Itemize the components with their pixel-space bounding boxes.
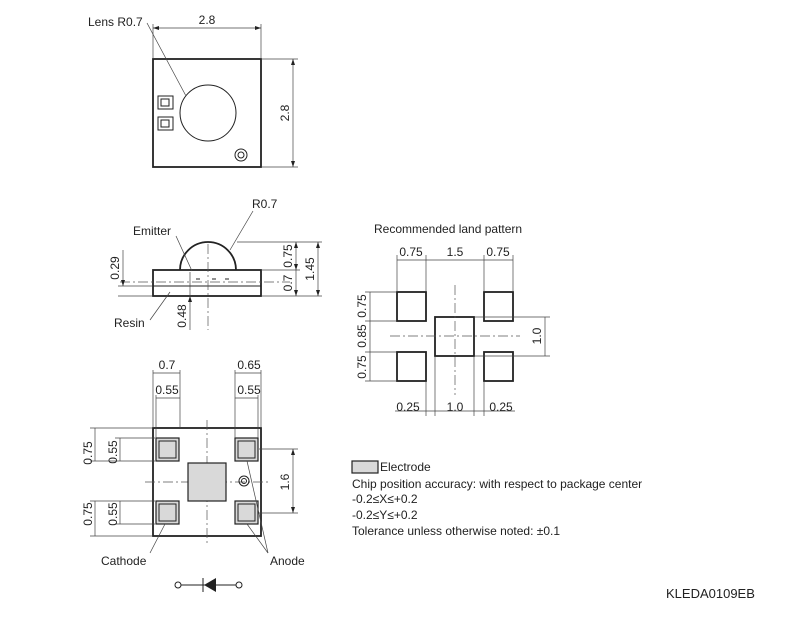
bottom-dim-055-top: 0.55 xyxy=(106,440,120,464)
land-left-dim-2: 0.85 xyxy=(355,324,369,348)
marker-square-2 xyxy=(158,117,173,130)
top-width-dim: 2.8 xyxy=(198,13,216,27)
bottom-dim-055-bottom: 0.55 xyxy=(106,502,120,526)
legend xyxy=(352,460,642,538)
resin-label: Resin xyxy=(114,316,145,330)
land-pattern xyxy=(355,222,550,416)
side-dim-029: 0.29 xyxy=(108,256,122,280)
electrode-swatch xyxy=(352,461,378,473)
land-bottom-dim-1: 0.25 xyxy=(396,400,420,414)
side-body xyxy=(153,270,261,296)
land-right-dim: 1.0 xyxy=(530,327,544,345)
polarity-mark-inner xyxy=(238,152,244,158)
polarity-mark-outer xyxy=(235,149,247,161)
land-pad-center xyxy=(435,317,474,356)
top-height-dim: 2.8 xyxy=(278,104,292,122)
side-dim-145: 1.45 xyxy=(303,257,317,281)
bottom-dim-065: 0.65 xyxy=(237,358,261,372)
side-dim-075: 0.75 xyxy=(281,244,295,268)
side-view xyxy=(108,197,322,330)
land-pattern-title: Recommended land pattern xyxy=(374,222,523,236)
drawing-code: KLEDA0109EB xyxy=(666,586,755,601)
bottom-dim-07: 0.7 xyxy=(158,358,176,372)
bottom-dim-075-bottom: 0.75 xyxy=(81,502,95,526)
note-general-tolerance: Tolerance unless otherwise noted: ±0.1 xyxy=(352,524,561,538)
land-pad-top-left xyxy=(397,292,426,321)
bottom-dim-075-top: 0.75 xyxy=(81,441,95,465)
side-r-label: R0.7 xyxy=(252,197,278,211)
land-bottom-dim-3: 0.25 xyxy=(489,400,513,414)
side-dim-048: 0.48 xyxy=(175,304,189,328)
lens-label: Lens R0.7 xyxy=(88,15,143,29)
bottom-mark-outer xyxy=(239,476,249,486)
side-dim-07: 0.7 xyxy=(281,274,295,292)
marker-inner-1 xyxy=(161,99,169,106)
bottom-view xyxy=(81,358,305,592)
land-left-dim-1: 0.75 xyxy=(355,294,369,318)
anode-label: Anode xyxy=(270,554,305,568)
marker-inner-2 xyxy=(161,120,169,127)
top-view xyxy=(88,13,298,167)
bottom-center-pad xyxy=(188,463,226,501)
note-y-tolerance: -0.2≤Y≤+0.2 xyxy=(352,508,418,522)
lens-circle xyxy=(180,85,236,141)
land-left-dim-3: 0.75 xyxy=(355,355,369,379)
bottom-dim-055-left: 0.55 xyxy=(155,383,179,397)
land-pad-bottom-left xyxy=(397,352,426,381)
land-top-dim-3: 0.75 xyxy=(486,245,510,259)
cathode-label: Cathode xyxy=(101,554,147,568)
bottom-mark-inner xyxy=(242,479,247,484)
land-top-dim-2: 1.5 xyxy=(446,245,464,259)
bottom-dim-055-right: 0.55 xyxy=(237,383,261,397)
emitter-label: Emitter xyxy=(133,224,172,238)
note-x-tolerance: -0.2≤X≤+0.2 xyxy=(352,492,418,506)
note-chip-position: Chip position accuracy: with respect to package center xyxy=(352,477,643,491)
land-bottom-dim-2: 1.0 xyxy=(446,400,464,414)
electrode-label: Electrode xyxy=(380,460,431,474)
marker-square-1 xyxy=(158,96,173,109)
bottom-dim-16: 1.6 xyxy=(278,473,292,491)
diode-symbol xyxy=(175,578,242,592)
land-top-dim-1: 0.75 xyxy=(399,245,423,259)
